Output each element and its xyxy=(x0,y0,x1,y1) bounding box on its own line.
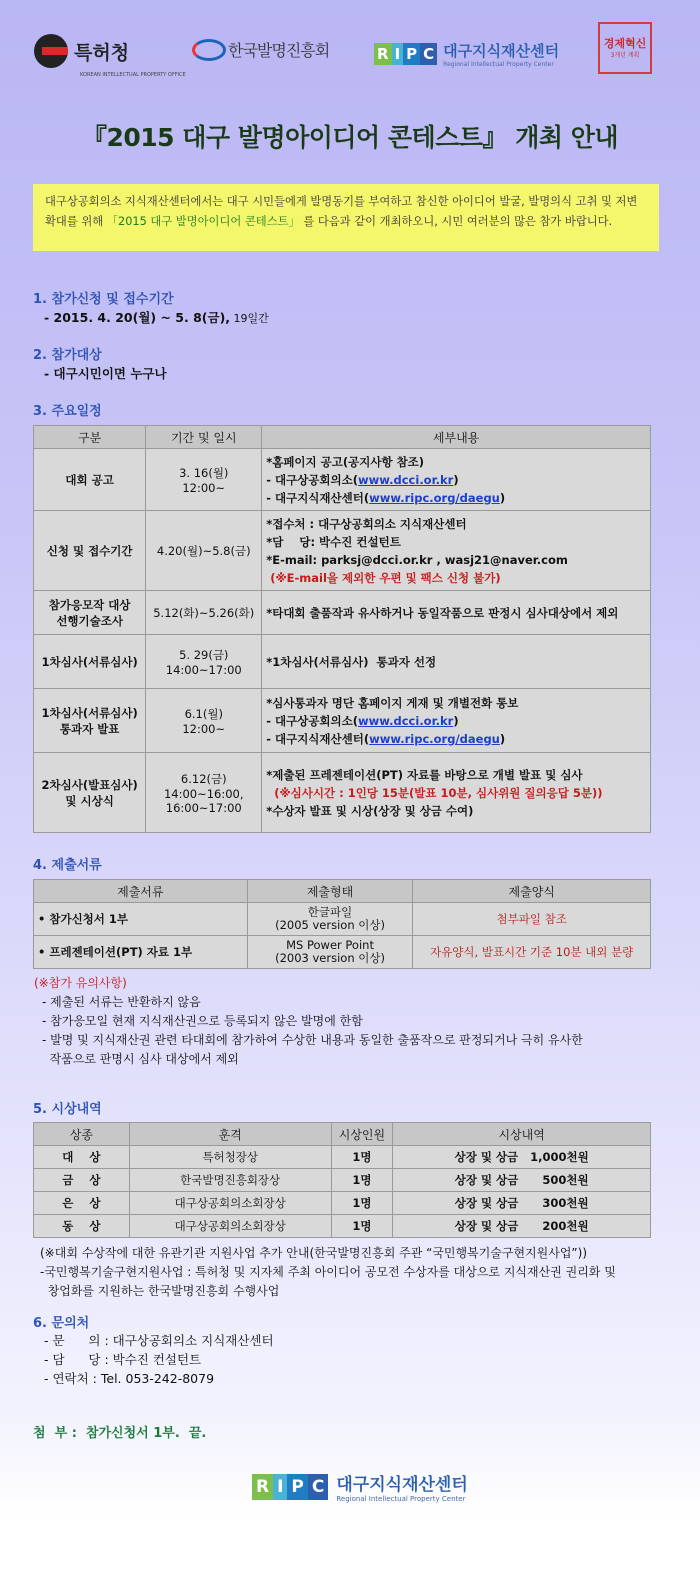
detail-line xyxy=(266,712,646,730)
ripc-name-block xyxy=(443,40,559,68)
schedule-date: 6.12(금) 14:00~16:00, 16:00~17:00 xyxy=(146,753,262,833)
detail-text: ) xyxy=(453,472,459,487)
detail-line xyxy=(266,569,646,587)
schedule-detail xyxy=(262,511,651,591)
document-name xyxy=(34,936,248,969)
detail-text: *제출된 프레젠테이션(PT) 자료를 바탕으로 개별 발표 및 심사 xyxy=(266,767,583,782)
detail-text: (※E-mail을 제외한 우편 및 팩스 신청 불가) xyxy=(266,570,501,585)
award-prize: 상장 및 상금 500천원 xyxy=(393,1169,651,1192)
detail-line xyxy=(266,694,646,712)
table-row xyxy=(34,1192,651,1215)
schedule-detail xyxy=(262,689,651,753)
award-count: 1명 xyxy=(331,1192,393,1215)
table-row xyxy=(34,903,651,936)
schedule-date: 4.20(월)~5.8(금) xyxy=(146,511,262,591)
support-note-line: 창업화를 지원하는 한국발명진흥회 수행사업 xyxy=(40,1284,280,1298)
table-row xyxy=(34,689,651,753)
table-row xyxy=(34,936,651,969)
detail-line xyxy=(266,766,646,784)
logo-bar xyxy=(0,20,700,80)
section-heading: 2. 참가대상 xyxy=(33,348,102,363)
intro-notice xyxy=(33,184,659,251)
ripc-letter: I xyxy=(392,43,404,65)
table-header: 시상인원 xyxy=(331,1123,393,1146)
document-style: 첨부파일 참조 xyxy=(413,903,651,936)
ripc-letter: P xyxy=(287,1474,307,1500)
detail-text: *타대회 출품작과 유사하거나 동일작품으로 판정시 심사대상에서 제외 xyxy=(266,605,619,620)
schedule-category: 신청 및 접수기간 xyxy=(34,511,146,591)
caution-item: 작품으로 판명시 심사 대상에서 제외 xyxy=(42,1052,239,1066)
document-label: 프레젠테이션(PT) 자료 1부 xyxy=(49,945,193,959)
support-note-line: (※대회 수상작에 대한 유관기관 지원사업 추가 안내(한국발명진흥회 주관 “국민행복기술구현지원사업”)) xyxy=(40,1246,588,1260)
notice-text: 대구상공회의소 지식재산센터에서는 대구 시민들에게 발명동기를 부여하고 참신한 아이디어 발굴, 발명의식 고취 및 저변 확대를 위해 xyxy=(45,195,638,228)
schedule-date: 5. 29(금) 14:00~17:00 xyxy=(146,635,262,689)
detail-text: ) xyxy=(499,490,506,505)
table-row xyxy=(34,753,651,833)
document-style: 자유양식, 발표시간 기준 10분 내외 분량 xyxy=(413,936,651,969)
ripc-name-block xyxy=(336,1470,467,1503)
detail-line xyxy=(266,489,646,507)
bullet-icon: • xyxy=(38,912,50,926)
detail-text: - 대구지식재산센터( xyxy=(266,490,370,505)
table-row xyxy=(34,1169,651,1192)
ripc-letter: R xyxy=(252,1474,273,1500)
table-row xyxy=(34,635,651,689)
kipa-logo xyxy=(192,38,329,61)
ripc-name: 대구지식재산센터 xyxy=(336,1475,468,1495)
period-dates: - 2015. 4. 20(월) ~ 5. 8(금), xyxy=(44,310,231,325)
detail-text: - 대구지식재산센터( xyxy=(266,731,370,746)
detail-text: *홈페이지 공고(공지사항 참조) xyxy=(266,454,425,469)
detail-text: ) xyxy=(499,731,506,746)
support-note-line: -국민행복기술구현지원사업 : 특허청 및 지자체 주최 아이디어 공모전 수상자를 대상으로 지식재산권 권리화 및 xyxy=(40,1265,616,1279)
table-row xyxy=(34,591,651,635)
ripc-subtitle: Regional Intellectual Property Center xyxy=(336,1495,466,1503)
website-link[interactable]: www.ripc.org/daegu xyxy=(369,490,500,505)
ripc-subtitle: Regional Intellectual Property Center xyxy=(443,61,554,68)
section-heading: 1. 참가신청 및 접수기간 xyxy=(33,292,174,307)
table-header: 구분 xyxy=(34,426,146,449)
detail-line xyxy=(266,551,646,569)
detail-line xyxy=(266,471,646,489)
table-header: 제출서류 xyxy=(34,880,248,903)
document-name xyxy=(34,903,248,936)
detail-line xyxy=(266,653,646,671)
award-title: 특허청장상 xyxy=(129,1146,331,1169)
award-rank: 은 상 xyxy=(34,1192,130,1215)
ripc-letter: P xyxy=(403,43,420,65)
eco-subtitle: 3개년 계획 xyxy=(610,51,640,59)
ripc-letter: R xyxy=(374,43,392,65)
ripc-letter: C xyxy=(308,1474,328,1500)
detail-line xyxy=(266,730,646,748)
schedule-category: 2차심사(발표심사) 및 시상식 xyxy=(34,753,146,833)
table-row xyxy=(34,1146,651,1169)
detail-line xyxy=(266,784,646,802)
detail-text: *1차심사(서류심사) 통과자 선정 xyxy=(266,654,437,669)
caution-item: - 발명 및 지식재산권 관련 타대회에 참가하여 수상한 내용과 동일한 출품작으로 판정되거나 극히 유사한 xyxy=(42,1033,583,1047)
footer-ripc-logo xyxy=(252,1470,468,1503)
ripc-logo xyxy=(374,40,559,68)
detail-text: *수상자 발표 및 시상(상장 및 상금 수여) xyxy=(266,803,474,818)
website-link[interactable]: www.ripc.org/daegu xyxy=(369,731,500,746)
caution-heading: (※참가 유의사항) xyxy=(34,976,127,990)
award-rank: 금 상 xyxy=(34,1169,130,1192)
award-rank: 동 상 xyxy=(34,1215,130,1238)
bullet-icon: • xyxy=(38,945,50,959)
section-heading: 6. 문의처 xyxy=(33,1316,90,1331)
schedule-category: 1차심사(서류심사) 통과자 발표 xyxy=(34,689,146,753)
detail-text: ) xyxy=(453,713,459,728)
section-heading: 5. 시상내역 xyxy=(33,1102,102,1117)
section-heading: 3. 주요일정 xyxy=(33,404,102,419)
notice-text: 를 다음과 같이 개최하오니, 시민 여러분의 많은 참가 바랍니다. xyxy=(299,215,613,228)
documents-table xyxy=(33,879,651,969)
award-title: 대구상공회의소회장상 xyxy=(129,1192,331,1215)
table-header-row xyxy=(34,880,651,903)
detail-line xyxy=(266,533,646,551)
ripc-letter: I xyxy=(273,1474,287,1500)
table-row xyxy=(34,511,651,591)
award-count: 1명 xyxy=(331,1215,393,1238)
table-header: 제출형태 xyxy=(247,880,413,903)
schedule-date: 6.1(월) 12:00~ xyxy=(146,689,262,753)
award-count: 1명 xyxy=(331,1169,393,1192)
table-header-row xyxy=(34,1123,651,1146)
attachment-note: 첨 부 : 참가신청서 1부. 끝. xyxy=(33,1426,207,1441)
detail-text: *E-mail: parksj@dcci.or.kr , wasj21@naver.com xyxy=(266,552,568,567)
award-prize: 상장 및 상금 200천원 xyxy=(393,1215,651,1238)
caution-item: - 제출된 서류는 반환하지 않음 xyxy=(42,995,201,1009)
table-header: 기간 및 일시 xyxy=(146,426,262,449)
award-title: 한국발명진흥회장상 xyxy=(129,1169,331,1192)
contact-line: - 문 의 : 대구상공회의소 지식재산센터 xyxy=(44,1333,274,1348)
schedule-table xyxy=(33,425,651,833)
schedule-date: 5.12(화)~5.26(화) xyxy=(146,591,262,635)
contact-line: - 담 당 : 박수진 컨설턴트 xyxy=(44,1352,202,1367)
website-link[interactable]: www.dcci.or.kr xyxy=(358,713,454,728)
table-header-row xyxy=(34,426,651,449)
eco-title: 경제혁신 xyxy=(603,36,647,50)
caution-notes xyxy=(34,974,583,1069)
kipo-name: 특허청 xyxy=(74,41,130,64)
eligibility: - 대구시민이면 누구나 xyxy=(44,366,167,381)
detail-text: *심사통과자 명단 홈페이지 게재 및 개별전화 통보 xyxy=(266,695,519,710)
detail-line xyxy=(266,453,646,471)
award-rank: 대 상 xyxy=(34,1146,130,1169)
ripc-mark xyxy=(252,1474,328,1500)
contact-info xyxy=(44,1331,274,1388)
caution-item: - 참가응모일 현재 지식재산권으로 등록되지 않은 발명에 한함 xyxy=(42,1014,363,1028)
detail-text: - 대구상공회의소( xyxy=(266,472,358,487)
kipo-subtitle: KOREAN INTELLECTUAL PROPERTY OFFICE xyxy=(80,72,186,78)
table-header: 세부내용 xyxy=(262,426,651,449)
schedule-category: 1차심사(서류심사) xyxy=(34,635,146,689)
table-header: 시상내역 xyxy=(393,1123,651,1146)
detail-line xyxy=(266,515,646,533)
schedule-detail xyxy=(262,449,651,511)
detail-text: (※심사시간 : 1인당 15분(발표 10분, 심사위원 질의응답 5분)) xyxy=(266,785,603,800)
website-link[interactable]: www.dcci.or.kr xyxy=(358,472,454,487)
schedule-detail xyxy=(262,753,651,833)
period-days: 19일간 xyxy=(230,312,269,325)
table-header: 제출양식 xyxy=(413,880,651,903)
ripc-letter: C xyxy=(420,43,437,65)
page-title: 『2015 대구 발명아이디어 콘테스트』 개최 안내 xyxy=(82,123,618,152)
detail-line xyxy=(266,802,646,820)
kipo-emblem-icon xyxy=(34,34,68,68)
kipo-logo xyxy=(34,34,186,78)
table-row xyxy=(34,1215,651,1238)
detail-text: *담 당: 박수진 컨설턴트 xyxy=(266,534,401,549)
table-header: 상종 xyxy=(34,1123,130,1146)
schedule-category: 참가응모작 대상 선행기술조사 xyxy=(34,591,146,635)
detail-text: *접수처 : 대구상공회의소 지식재산센터 xyxy=(266,516,467,531)
detail-line xyxy=(266,604,646,622)
award-prize: 상장 및 상금 300천원 xyxy=(393,1192,651,1215)
document-format: MS Power Point (2003 version 이상) xyxy=(247,936,413,969)
section-heading: 4. 제출서류 xyxy=(33,858,102,873)
notice-highlight: 「2015 대구 발명아이디어 콘테스트」 xyxy=(106,215,300,228)
award-prize: 상장 및 상금 1,000천원 xyxy=(393,1146,651,1169)
schedule-category: 대회 공고 xyxy=(34,449,146,511)
kipa-name: 한국발명진흥회 xyxy=(228,41,330,60)
ripc-name: 대구지식재산센터 xyxy=(443,42,560,60)
contact-line: - 연락처 : Tel. 053-242-8079 xyxy=(44,1371,215,1386)
schedule-detail xyxy=(262,591,651,635)
document-format: 한글파일 (2005 version 이상) xyxy=(247,903,413,936)
detail-text: - 대구상공회의소( xyxy=(266,713,358,728)
awards-table xyxy=(33,1122,651,1238)
document-label: 참가신청서 1부 xyxy=(49,912,129,926)
schedule-date: 3. 16(월) 12:00~ xyxy=(146,449,262,511)
kipa-swoosh-icon xyxy=(192,39,226,61)
ripc-mark xyxy=(374,43,437,65)
economic-innovation-logo xyxy=(598,22,652,74)
award-title: 대구상공회의소회장상 xyxy=(129,1215,331,1238)
table-row xyxy=(34,449,651,511)
support-program-note xyxy=(40,1244,616,1301)
table-header: 훈격 xyxy=(129,1123,331,1146)
application-period xyxy=(44,308,269,326)
award-count: 1명 xyxy=(331,1146,393,1169)
schedule-detail xyxy=(262,635,651,689)
